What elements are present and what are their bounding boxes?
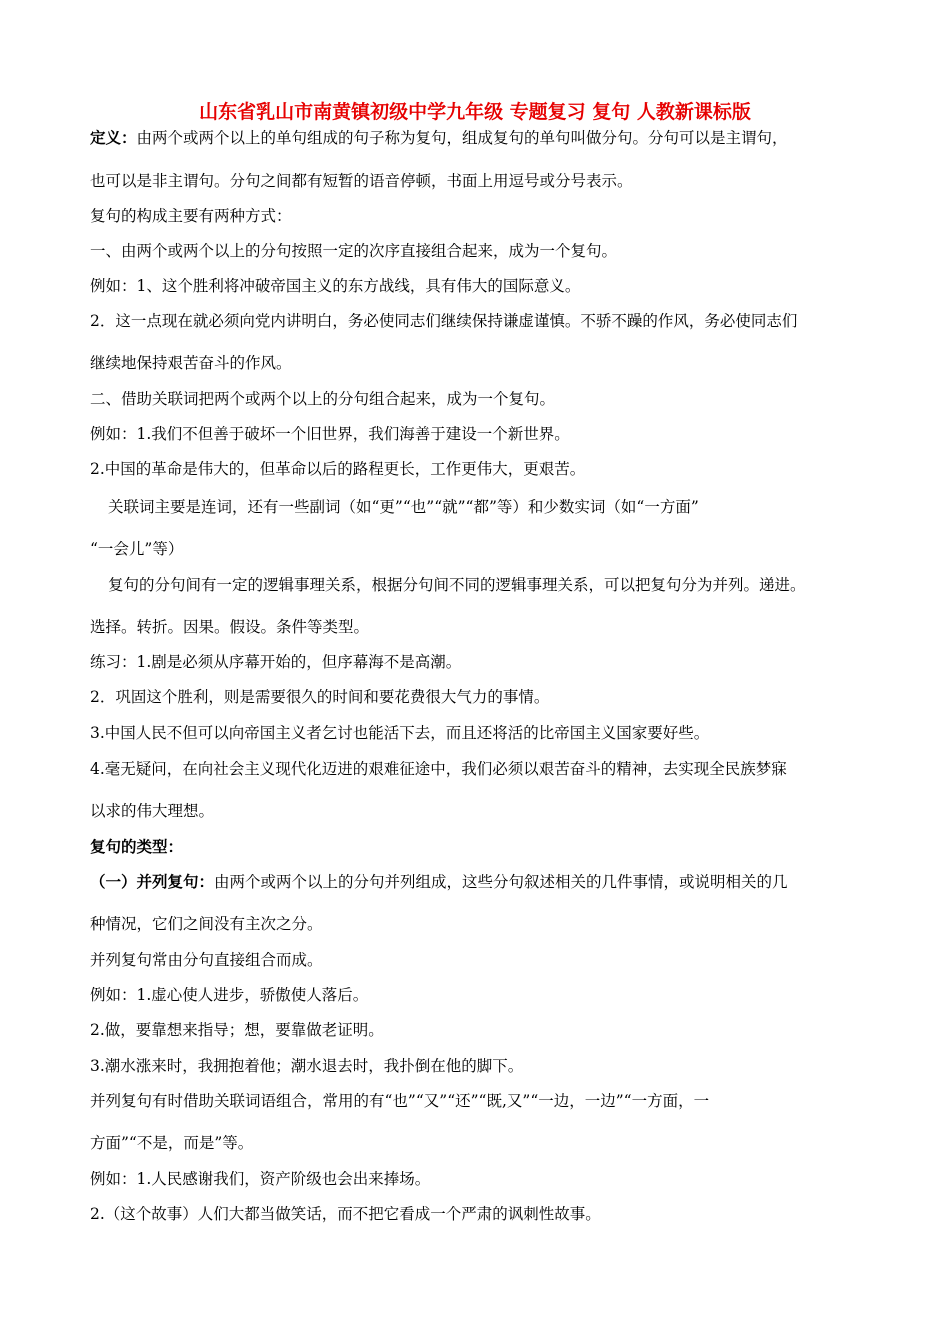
paragraph-line: “一会儿”等） <box>90 540 184 558</box>
definition-label: 定义： <box>90 129 137 147</box>
paragraph-line: 2．巩固这个胜利，则是需要很久的时间和要花费很大气力的事情。 <box>90 688 550 706</box>
paragraph-line <box>90 872 788 892</box>
paragraph-line: 2.做，要靠想来指导；想，要靠做老证明。 <box>90 1021 384 1039</box>
paragraph-line: 方面”“不是，而是”等。 <box>90 1134 254 1152</box>
paragraph-line: 并列复句常由分句直接组合而成。 <box>90 951 323 969</box>
definition-line-2: 也可以是非主谓句。分句之间都有短暂的语音停顿，书面上用逗号或分号表示。 <box>90 172 633 190</box>
paragraph-line: 3.中国人民不但可以向帝国主义者乞讨也能活下去，而且还将活的比帝国主义国家要好些。 <box>90 724 710 742</box>
paragraph-line: 2.（这个故事）人们大都当做笑话，而不把它看成一个严肃的讽刺性故事。 <box>90 1205 601 1223</box>
paragraph-line: 种情况，它们之间没有主次之分。 <box>90 915 323 933</box>
definition-text: 由两个或两个以上的单句组成的句子称为复句，组成复句的单句叫做分句。分句可以是主谓句， <box>136 129 788 147</box>
paragraph-line: 例如：1.我们不但善于破坏一个旧世界，我们海善于建设一个新世界。 <box>90 425 570 443</box>
paragraph-line: 例如：1.虚心使人进步，骄傲使人落后。 <box>90 986 369 1004</box>
paragraph-line: 关联词主要是连词，还有一些副词（如“更”“也”“就”“都”等）和少数实词（如“一方面” <box>108 498 699 516</box>
paragraph-line: 4.毫无疑问，在向社会主义现代化迈进的艰难征途中，我们必须以艰苦奋斗的精神，去实现全民族梦寐 <box>90 760 787 778</box>
paragraph-line: 并列复句有时借助关联词语组合，常用的有“也”“又”“还”“既,又”“一边，一边”“一方面，一 <box>90 1092 710 1110</box>
paragraph-line: 复句的构成主要有两种方式： <box>90 207 292 225</box>
paragraph-line: 二、借助关联词把两个或两个以上的分句组合起来，成为一个复句。 <box>90 390 556 408</box>
section-heading: 复句的类型： <box>90 838 184 856</box>
paragraph-line: 3.潮水涨来时，我拥抱着他；潮水退去时，我扑倒在他的脚下。 <box>90 1057 524 1075</box>
document-title: 山东省乳山市南黄镇初级中学九年级 专题复习 复句 人教新课标版 <box>199 101 751 123</box>
paragraph-line: 继续地保持艰苦奋斗的作风。 <box>90 354 292 372</box>
paragraph-line: 2．这一点现在就必须向党内讲明白，务必使同志们继续保持谦虚谨慎。不骄不躁的作风，务必使同志们 <box>90 312 798 330</box>
paragraph-line: 以求的伟大理想。 <box>90 802 215 820</box>
paragraph-line: 复句的分句间有一定的逻辑事理关系，根据分句间不同的逻辑事理关系，可以把复句分为并列。递进。 <box>108 576 806 594</box>
subsection-text: 由两个或两个以上的分句并列组成，这些分句叙述相关的几件事情，或说明相关的几 <box>214 873 788 891</box>
paragraph-line: 2.中国的革命是伟大的，但革命以后的路程更长，工作更伟大，更艰苦。 <box>90 460 586 478</box>
paragraph-line: 练习：1.剧是必须从序幕开始的，但序幕海不是高潮。 <box>90 653 462 671</box>
paragraph-line: 例如：1.人民感谢我们，资产阶级也会出来捧场。 <box>90 1170 431 1188</box>
paragraph-line: 例如：1、这个胜利将冲破帝国主义的东方战线，具有伟大的国际意义。 <box>90 277 581 295</box>
definition-line-1 <box>90 128 788 148</box>
subsection-label: （一）并列复句： <box>90 873 215 891</box>
paragraph-line: 选择。转折。因果。假设。条件等类型。 <box>90 618 370 636</box>
paragraph-line: 一、由两个或两个以上的分句按照一定的次序直接组合起来，成为一个复句。 <box>90 242 618 260</box>
